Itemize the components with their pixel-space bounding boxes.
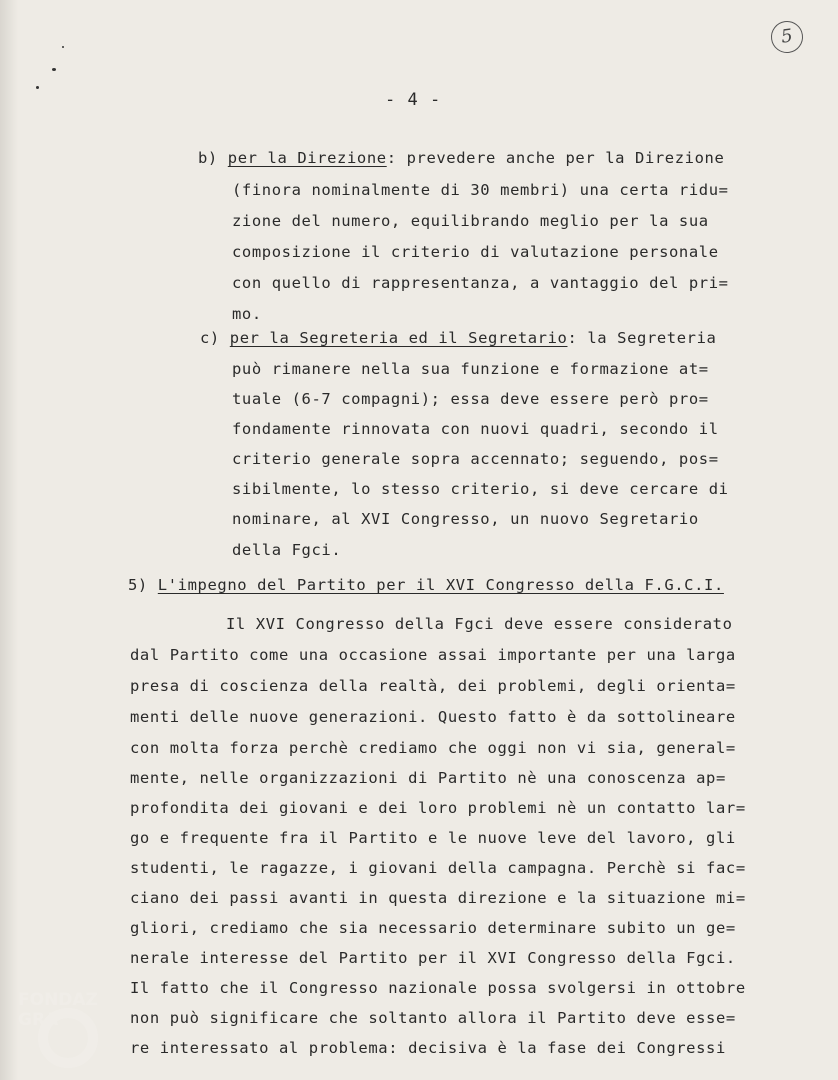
text-line: della Fgci. [232,541,342,559]
archive-watermark-logo [18,990,128,1070]
text-line: nerale interesse del Partito per il XVI Congresso della Fgci. [130,949,736,967]
text-line: presa di coscienza della realtà, dei problemi, degli orienta= [130,677,736,695]
text-line: studenti, le ragazze, i giovani della campagna. Perchè si fac= [130,859,746,877]
text-line: sibilmente, lo stesso criterio, si deve cercare di [232,480,729,498]
text-line: con quello di rappresentanza, a vantaggio del pri= [232,274,729,292]
text-line: Il fatto che il Congresso nazionale possa svolgersi in ottobre [130,979,746,997]
underlined-heading: per la Direzione [227,149,387,167]
text-line: go e frequente fra il Partito e le nuove leve del lavoro, gli [130,829,736,847]
text-line: mente, nelle organizzazioni di Partito nè una conoscenza ap= [130,769,726,787]
text-line: profondita dei giovani e dei loro problemi nè un contatto lar= [130,799,746,817]
text-line: c) per la Segreteria ed il Segretario: la Segreteria [200,329,717,347]
text-line: composizione il criterio di valutazione personale [232,243,719,261]
ink-speck [52,68,56,71]
text-line: nominare, al XVI Congresso, un nuovo Segretario [232,510,699,528]
text-line: gliori, crediamo che sia necessario determinare subito un ge= [130,919,736,937]
text-line: menti delle nuove generazioni. Questo fatto è da sottolineare [130,708,736,726]
text-line: non può significare che soltanto allora il Partito deve esse= [130,1009,736,1027]
underlined-heading: L'impegno del Partito per il XVI Congresso della F.G.C.I. [157,576,724,594]
text-line: può rimanere nella sua funzione e formazione at= [232,360,709,378]
text-line: Il XVI Congresso della Fgci deve essere considerato [226,615,733,633]
page-edge-shadow [0,0,18,1080]
underlined-heading: per la Segreteria ed il Segretario [229,329,568,347]
ink-speck [36,86,39,89]
text-line: dal Partito come una occasione assai importante per una larga [130,646,736,664]
text-line: tuale (6-7 compagni); essa deve essere però pro= [232,390,709,408]
text-line: (finora nominalmente di 30 membri) una certa ridu= [232,181,729,199]
text-line: re interessato al problema: decisiva è la fase dei Congressi [130,1039,726,1057]
text-line: b) per la Direzione: prevedere anche per la Direzione [198,149,725,167]
page-number: - 4 - [385,90,442,110]
ink-speck [62,46,64,48]
archive-number: 5 [769,19,805,55]
text-line: fondamente rinnovata con nuovi quadri, secondo il [232,420,719,438]
watermark-ring [38,1008,98,1068]
text-line: con molta forza perchè crediamo che oggi non vi sia, general= [130,739,736,757]
text-line: ciano dei passi avanti in questa direzione e la situazione mi= [130,889,746,907]
text-line: mo. [232,305,262,323]
text-line: criterio generale sopra accennato; seguendo, pos= [232,450,719,468]
section-heading: 5) L'impegno del Partito per il XVI Congresso della F.G.C.I. [128,576,724,594]
watermark-text: FONDAZ GRA [18,990,98,1030]
text-line: zione del numero, equilibrando meglio per la sua [232,212,709,230]
